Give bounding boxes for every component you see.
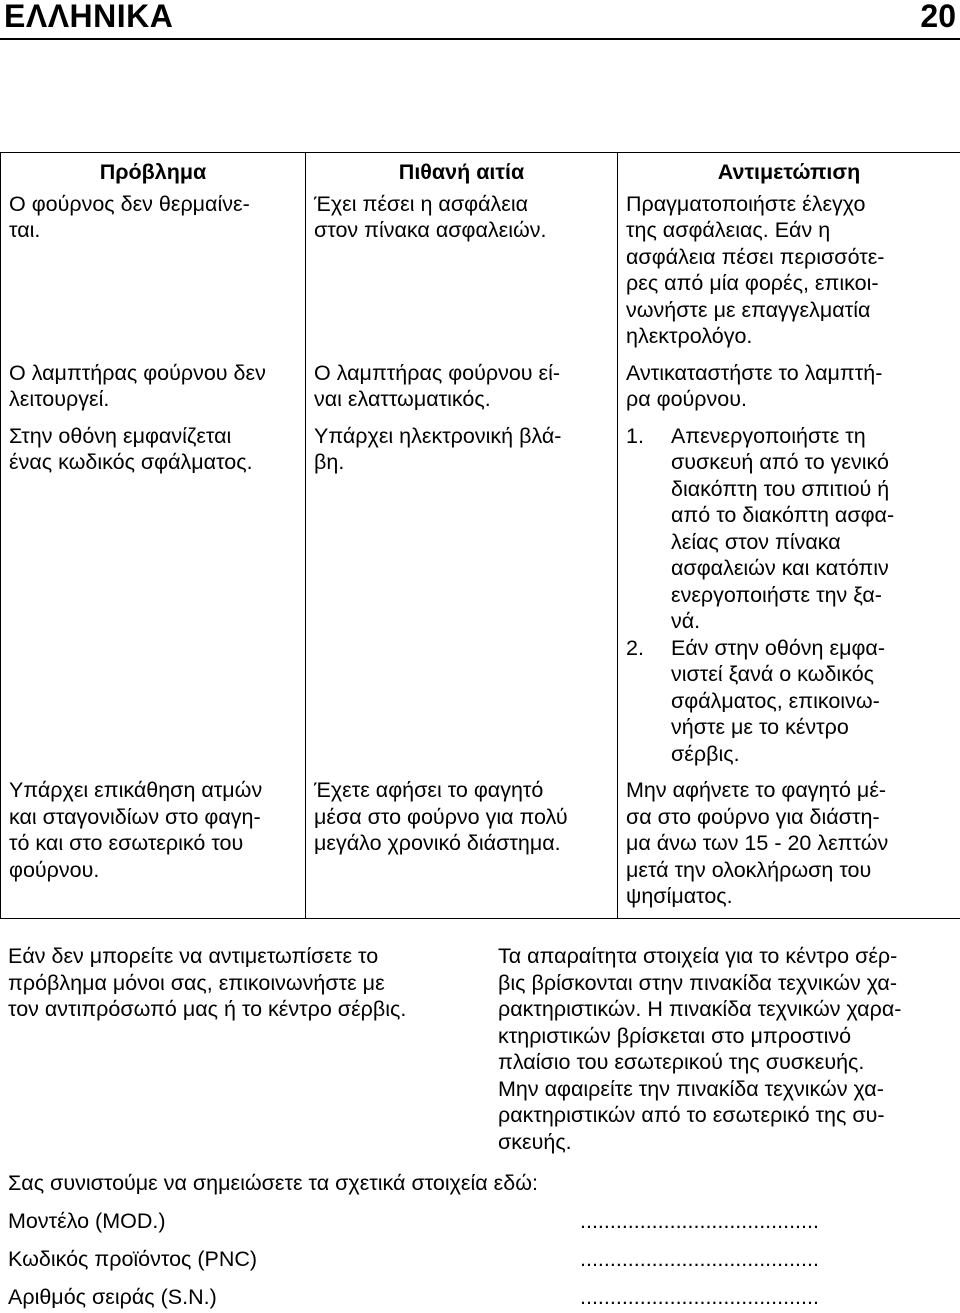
text-line: Ο λαμπτήρας φούρνου εί- [314,360,561,385]
page-number: 20 [920,0,956,34]
text-line: κτηριστικών βρίσκεται στο μπροστινό [498,1023,852,1048]
text-line: Αντικαταστήστε το λαμπτή- [626,360,883,385]
column-header-cause: Πιθανή αιτία [306,153,618,191]
troubleshooting-table [0,152,960,919]
text-line: διακόπτη του σπιτιού ή [671,476,890,501]
text-line: νιστεί ξανά ο κωδικός [671,662,875,686]
text-line: σκευής. [498,1129,572,1154]
text-line: λείας στον πίνακα [671,529,841,554]
text-line: ρακτηριστικών. Η πινακίδα τεχνικών χαρα- [498,997,902,1021]
cause-cell [306,777,618,918]
record-field-label: Κωδικός προϊόντος (PNC) [8,1247,258,1271]
text-line: μετά την ολοκλήρωση του [626,857,872,882]
table-row [1,360,960,423]
record-field-blank: ........................................ [580,1247,819,1271]
text-line: και σταγονιδίων στο φαγη- [9,804,261,829]
text-line: Στην οθόνη εμφανίζεται [9,423,232,448]
text-line: Ο φούρνος δεν θερμαίνε- [9,191,250,216]
text-line: βις βρίσκονται στην πινακίδα τεχνικών χα- [498,970,897,995]
solution-steps [626,423,952,768]
solution-cell [618,423,960,778]
text-line: σφάλματος, επικοινω- [671,688,880,713]
text-line: νά. [671,609,701,633]
record-field-pnc [8,1246,819,1273]
cause-cell [306,360,618,423]
text-line: ασφαλειών και κατόπιν [671,556,889,580]
problem-cell [1,423,306,778]
cause-cell [306,423,618,778]
column-header-problem: Πρόβλημα [1,153,306,191]
text-line: ένας κωδικός σφάλματος. [9,450,253,474]
solution-cell [618,777,960,918]
text-line: σέρβις. [671,741,740,766]
text-line: ρακτηριστικών από το εσωτερικό της συ- [498,1103,885,1127]
problem-cell [1,360,306,423]
text-line: Τα απαραίτητα στοιχεία για το κέντρο σέρ- [498,944,898,968]
text-line: μέσα στο φούρνο για πολύ [314,804,568,829]
step-number: 2. [626,635,644,660]
table-row [1,423,960,778]
text-line: Εάν στην οθόνη εμφα- [671,635,885,660]
text-line: σα στο φούρνο για διάστη- [626,804,880,829]
text-line: μα άνω των 15 - 20 λεπτών [626,831,889,855]
text-line: φούρνου. [9,857,100,882]
text-line: νήστε με το κέντρο [671,715,849,739]
table-row [1,777,960,918]
text-line: Υπάρχει επικάθηση ατμών [9,778,263,802]
text-line: ναι ελαττωματικός. [314,387,491,411]
recommendation-text: Σας συνιστούμε να σημειώσετε τα σχετικά στοιχεία εδώ: [8,1171,538,1195]
text-line: Μην αφήνετε το φαγητό μέ- [626,778,887,802]
contact-service-note [8,943,478,1023]
step-number: 1. [626,423,644,448]
problem-cell [1,191,306,360]
solution-cell [618,191,960,360]
text-line: ηλεκτρολόγο. [626,324,753,348]
rating-plate-note [498,943,958,1155]
text-line: τό και στο εσωτερικό του [9,831,244,855]
solution-cell [618,360,960,423]
text-line: ται. [9,218,41,242]
solution-step [626,423,952,635]
record-field-blank: ........................................ [580,1209,819,1233]
text-line: Έχει πέσει η ασφάλεια [314,191,529,216]
text-line: Πραγματοποιήστε έλεγχο [626,191,866,216]
problem-cell [1,777,306,918]
record-field-label: Αριθμός σειράς (S.N.) [8,1285,217,1309]
text-line: ψησίματος. [626,884,733,908]
text-line: ενεργοποιήστε την ξα- [671,582,882,607]
text-line: Έχετε αφήσει το φαγητό [314,778,544,802]
column-header-solution: Αντιμετώπιση [618,153,960,191]
text-line: ρες από μία φορές, επικοι- [626,271,879,295]
text-line: Ο λαμπτήρας φούρνου δεν [9,360,266,385]
text-line: μεγάλο χρονικό διάστημα. [314,831,561,855]
text-line: ασφάλεια πέσει περισσότε- [626,244,885,269]
text-line: πρόβλημα μόνοι σας, επικοινωνήστε με [8,970,385,995]
cause-cell [306,191,618,360]
record-field-model [8,1208,819,1235]
page-header [0,0,960,38]
text-line: Υπάρχει ηλεκτρονική βλά- [314,423,562,448]
text-line: Εάν δεν μπορείτε να αντιμετωπίσετε το [8,944,379,968]
text-line: στον πίνακα ασφαλειών. [314,218,547,242]
record-field-blank: ........................................ [580,1285,819,1309]
solution-step [626,635,952,768]
text-line: λειτουργεί. [9,387,110,411]
text-line: νωνήστε με επαγγελματία [626,297,871,322]
text-line: βη. [314,450,345,474]
text-line: Απενεργοποιήστε τη [671,423,866,448]
text-line: πλαίσιο του εσωτερικού της συσκευής. [498,1050,865,1074]
text-line: ρα φούρνου. [626,387,747,411]
record-field-label: Μοντέλο (MOD.) [8,1209,166,1233]
text-line: συσκευή από το γενικό [671,450,889,474]
header-rule [0,38,960,40]
table-row [1,191,960,360]
text-line: τον αντιπρόσωπό μας ή το κέντρο σέρβις. [8,997,407,1021]
text-line: της ασφάλειας. Εάν η [626,218,831,242]
table-header-row [1,153,960,191]
text-line: από το διακόπτη ασφα- [671,503,895,527]
record-field-serial [8,1284,819,1311]
language-heading: ΕΛΛΗΝΙΚΑ [4,0,174,34]
text-line: Μην αφαιρείτε την πινακίδα τεχνικών χα- [498,1076,884,1101]
